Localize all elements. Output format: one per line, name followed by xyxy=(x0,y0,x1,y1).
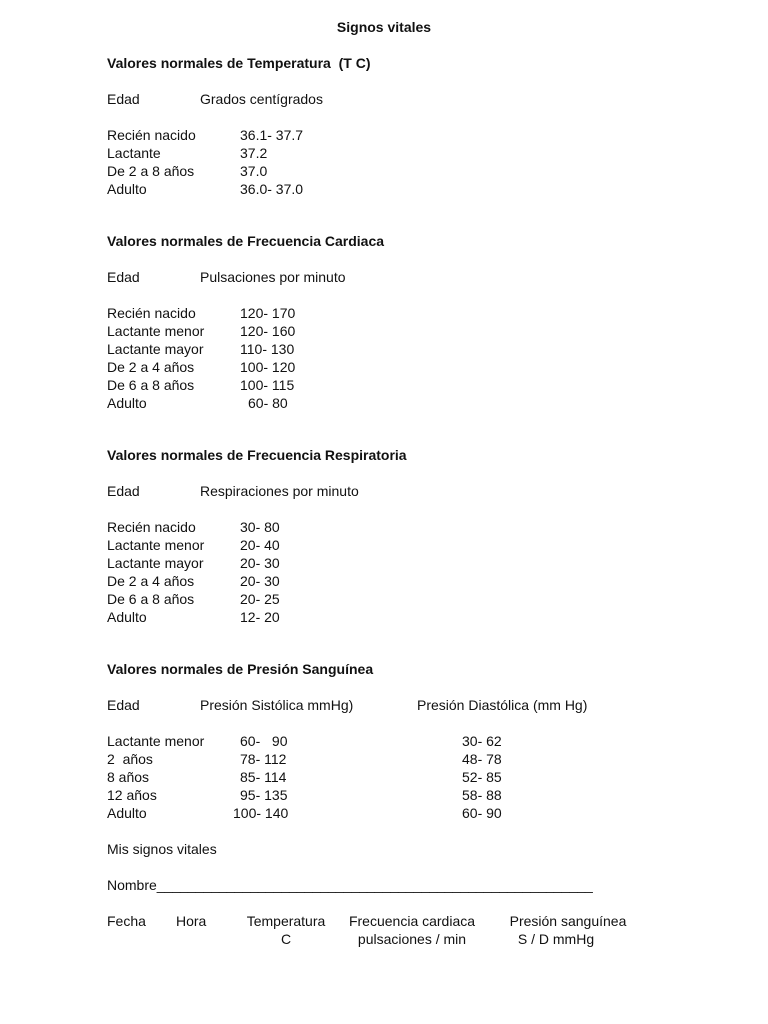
table-row-sistolica: 95- 135 xyxy=(240,787,288,803)
temperatura-col-valor: Grados centígrados xyxy=(200,91,323,107)
table-row-edad: Lactante mayor xyxy=(107,341,204,357)
table-row-edad: Lactante mayor xyxy=(107,555,204,571)
table-row-valor: 110- 130 xyxy=(240,341,295,357)
table-row-edad: De 2 a 4 años xyxy=(107,573,195,589)
table-row-valor: 20- 30 xyxy=(240,573,280,589)
table-row-edad: Adulto xyxy=(107,609,147,625)
table-row-edad: Recién nacido xyxy=(107,519,196,535)
col-presion: Presión sanguínea xyxy=(509,913,627,929)
presion-col-sistolica: Presión Sistólica mmHg) xyxy=(200,697,354,713)
col-hora: Hora xyxy=(176,913,207,929)
col-fecha: Fecha xyxy=(107,913,146,929)
table-row-valor: 20- 25 xyxy=(240,591,280,607)
table-row-edad: Lactante menor xyxy=(107,323,205,339)
table-row-edad: 2 años xyxy=(107,751,153,767)
table-row-valor: 20- 40 xyxy=(240,537,280,553)
table-row-valor: 120- 170 xyxy=(240,305,296,321)
table-row-edad: Recién nacido xyxy=(107,305,196,321)
col-frecuencia-unit: pulsaciones / min xyxy=(357,931,467,947)
respiratoria-heading: Valores normales de Frecuencia Respiratoria xyxy=(107,447,407,463)
table-row-diastolica: 58- 88 xyxy=(462,787,502,803)
table-row-edad: Adulto xyxy=(107,805,147,821)
presion-heading: Valores normales de Presión Sanguínea xyxy=(107,661,374,677)
table-row-valor: 100- 115 xyxy=(240,377,295,393)
table-row-valor: 100- 120 xyxy=(240,359,296,375)
table-row-edad: Lactante menor xyxy=(107,537,205,553)
table-row-sistolica: 100- 140 xyxy=(233,805,289,821)
col-presion-unit: S / D mmHg xyxy=(517,931,595,947)
table-row-diastolica: 52- 85 xyxy=(462,769,502,785)
temperatura-col-edad: Edad xyxy=(107,91,140,107)
col-frecuencia: Frecuencia cardiaca xyxy=(348,913,476,929)
table-row-edad: 12 años xyxy=(107,787,157,803)
table-row-edad: De 6 a 8 años xyxy=(107,591,195,607)
table-row-edad: 8 años xyxy=(107,769,150,785)
table-row-valor: 12- 20 xyxy=(240,609,280,625)
col-temperatura-unit: C xyxy=(280,931,292,947)
table-row-edad: De 2 a 8 años xyxy=(107,163,195,179)
respiratoria-col-valor: Respiraciones por minuto xyxy=(200,483,359,499)
table-row-diastolica: 60- 90 xyxy=(462,805,502,821)
mis-signos-label: Mis signos vitales xyxy=(107,841,217,857)
table-row-edad: De 2 a 4 años xyxy=(107,359,195,375)
presion-col-diastolica: Presión Diastólica (mm Hg) xyxy=(417,697,588,713)
table-row-edad: Lactante xyxy=(107,145,161,161)
table-row-valor: 37.0 xyxy=(240,163,268,179)
nombre-field: Nombre________________________________________________________ xyxy=(107,877,593,893)
table-row-sistolica: 85- 114 xyxy=(240,769,287,785)
table-row-edad: Adulto xyxy=(107,395,147,411)
cardiaca-col-valor: Pulsaciones por minuto xyxy=(200,269,346,285)
table-row-edad: Recién nacido xyxy=(107,127,196,143)
table-row-valor: 20- 30 xyxy=(240,555,280,571)
table-row-valor: 60- 80 xyxy=(248,395,288,411)
table-row-valor: 120- 160 xyxy=(240,323,296,339)
presion-col-edad: Edad xyxy=(107,697,140,713)
table-row-diastolica: 48- 78 xyxy=(462,751,502,767)
temperatura-heading: Valores normales de Temperatura (T C) xyxy=(107,55,371,71)
table-row-edad: De 6 a 8 años xyxy=(107,377,195,393)
cardiaca-heading: Valores normales de Frecuencia Cardiaca xyxy=(107,233,385,249)
table-row-diastolica: 30- 62 xyxy=(462,733,502,749)
cardiaca-col-edad: Edad xyxy=(107,269,140,285)
table-row-edad: Adulto xyxy=(107,181,147,197)
page-title: Signos vitales xyxy=(336,19,432,35)
col-temperatura: Temperatura xyxy=(246,913,326,929)
table-row-valor: 36.1- 37.7 xyxy=(240,127,304,143)
table-row-valor: 37.2 xyxy=(240,145,268,161)
respiratoria-col-edad: Edad xyxy=(107,483,140,499)
table-row-edad: Lactante menor xyxy=(107,733,205,749)
table-row-sistolica: 78- 112 xyxy=(240,751,287,767)
table-row-sistolica: 60- 90 xyxy=(240,733,288,749)
table-row-valor: 30- 80 xyxy=(240,519,280,535)
table-row-valor: 36.0- 37.0 xyxy=(240,181,304,197)
